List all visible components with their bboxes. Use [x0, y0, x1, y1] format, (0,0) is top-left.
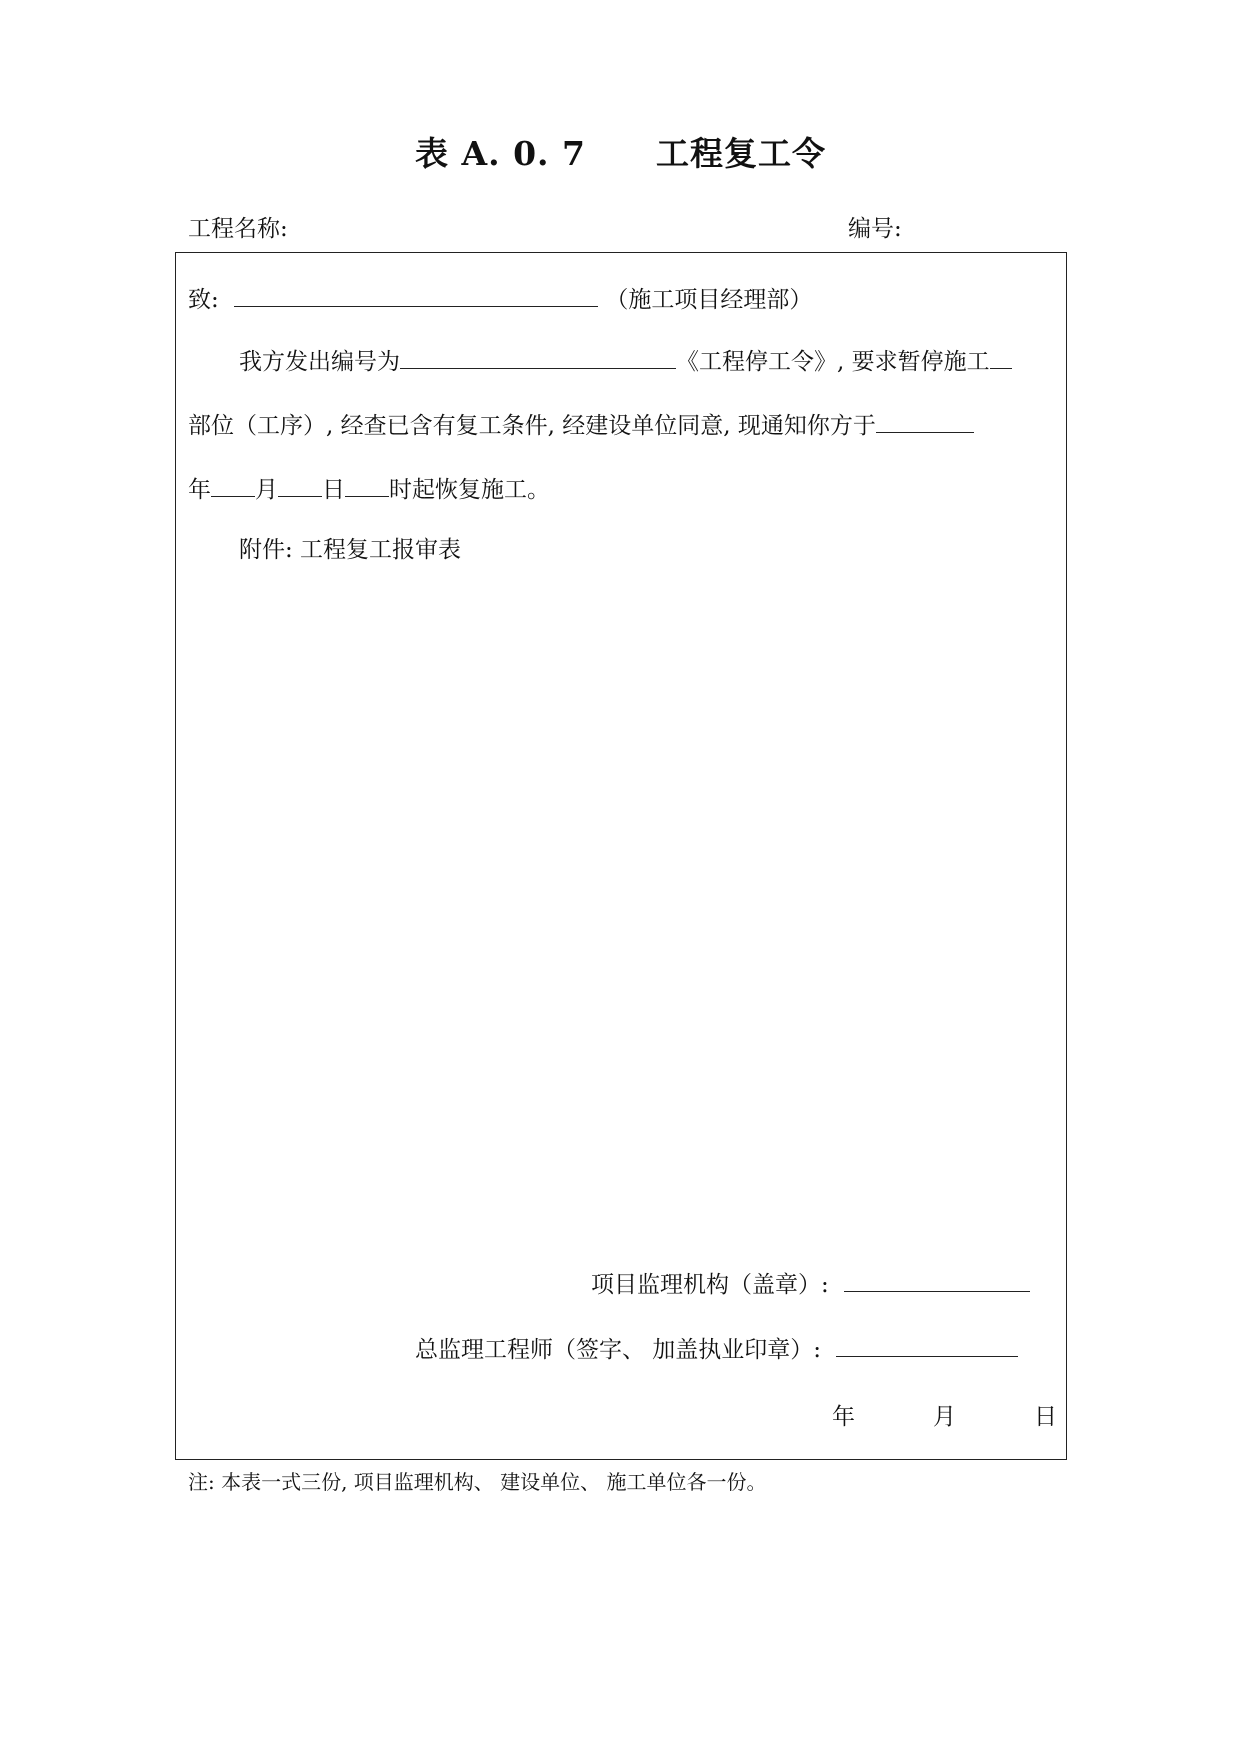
- footer-note: 注: 本表一式三份, 项目监理机构、 建设单位、 施工单位各一份。: [188, 1470, 767, 1494]
- day-text: 日: [322, 477, 345, 503]
- to-label: 致:: [188, 287, 219, 313]
- attachment-line: 附件: 工程复工报审表: [239, 537, 462, 563]
- resume-month-blank[interactable]: [211, 476, 255, 497]
- chief-engineer-signature-blank[interactable]: [836, 1336, 1018, 1357]
- chief-engineer-label: 总监理工程师（签字、 加盖执业印章）:: [415, 1337, 822, 1363]
- supervision-org-label: 项目监理机构（盖章）:: [591, 1272, 829, 1298]
- chief-engineer-line: [415, 1336, 1018, 1364]
- form-name: 工程复工令: [655, 134, 826, 173]
- year-text: 年: [188, 477, 211, 503]
- resume-hour-blank[interactable]: [345, 476, 389, 497]
- form-title: [0, 128, 1241, 175]
- supervision-seal-blank[interactable]: [844, 1271, 1030, 1292]
- paragraph-line-3: [188, 476, 550, 504]
- recipient-line: [188, 286, 812, 314]
- supervision-org-line: [591, 1271, 1030, 1299]
- paragraph-line-2: [188, 412, 974, 440]
- suspended-part-blank[interactable]: [990, 348, 1012, 369]
- paragraph-1-end: 《工程停工令》, 要求暂停施工: [676, 349, 990, 375]
- resume-day-blank[interactable]: [278, 476, 322, 497]
- resume-text: 时起恢复施工。: [389, 477, 550, 503]
- paragraph-1-start: 我方发出编号为: [239, 349, 400, 375]
- paragraph-2-text: 部位（工序）, 经查已含有复工条件, 经建设单位同意, 现通知你方于: [188, 413, 876, 439]
- recipient-suffix: （施工项目经理部）: [605, 287, 813, 313]
- order-number-blank[interactable]: [400, 348, 676, 369]
- form-code: 表 A. 0. 7: [415, 134, 586, 173]
- signature-month: 月: [933, 1404, 956, 1430]
- project-name-label: 工程名称:: [188, 216, 288, 242]
- signature-year: 年: [832, 1404, 855, 1430]
- resume-year-blank[interactable]: [876, 412, 974, 433]
- signature-day: 日: [1034, 1404, 1057, 1430]
- month-text: 月: [255, 477, 278, 503]
- recipient-blank[interactable]: [234, 286, 598, 307]
- number-label: 编号:: [848, 216, 902, 242]
- paragraph-line-1: [239, 348, 1012, 376]
